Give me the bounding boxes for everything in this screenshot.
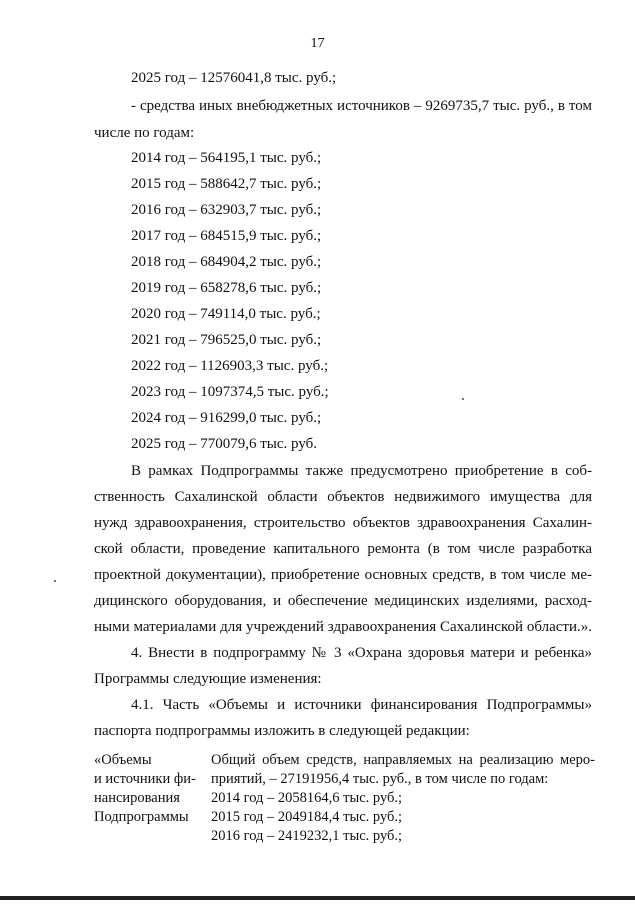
table-right-cell: 2016 год – 2419232,1 тыс. руб.; <box>211 828 403 844</box>
table-right-cell: приятий, – 27191956,4 тыс. руб., в том числе по годам: <box>211 771 549 787</box>
table-right-cell: 2014 год – 2058164,6 тыс. руб.; <box>211 790 403 806</box>
year-line: 2023 год – 1097374,5 тыс. руб.; <box>131 384 329 400</box>
paragraph-line: В рамках Подпрограммы также предусмотрено приобретение в соб- <box>131 463 592 479</box>
paragraph-line: нужд здравоохранения, строительство объектов здравоохранения Сахалин- <box>94 515 592 531</box>
paragraph-line: паспорта подпрограммы изложить в следующей редакции: <box>94 723 470 739</box>
year-line: 2017 год – 684515,9 тыс. руб.; <box>131 228 322 244</box>
extrabudgetary-sources-line: - средства иных внебюджетных источников – 9269735,7 тыс. руб., в том <box>131 98 592 114</box>
paragraph-line: ственность Сахалинской области объектов недвижимого имущества для <box>94 489 592 505</box>
paragraph-line: ными материалами для учреждений здравоохранения Сахалинской области.». <box>94 619 592 635</box>
scan-speck <box>462 398 464 400</box>
scan-speck <box>54 580 56 582</box>
paragraph-line: ской области, проведение капитального ремонта (в том числе разработка <box>94 541 592 557</box>
table-left-cell: Подпрограммы <box>94 809 189 825</box>
year-line: 2019 год – 658278,6 тыс. руб.; <box>131 280 322 296</box>
paragraph-line: дицинского оборудования, и обеспечение медицинских изделиями, расход- <box>94 593 592 609</box>
page-number: 17 <box>310 36 325 51</box>
year-line: 2014 год – 564195,1 тыс. руб.; <box>131 150 322 166</box>
year-line: 2021 год – 796525,0 тыс. руб.; <box>131 332 322 348</box>
scan-bottom-edge <box>0 896 635 900</box>
table-left-cell: и источники фи- <box>94 771 196 787</box>
paragraph-line: 4. Внести в подпрограмму № 3 «Охрана здоровья матери и ребенка» <box>131 645 592 661</box>
table-right-cell: Общий объем средств, направляемых на реализацию меро- <box>211 752 595 768</box>
by-years-label: числе по годам: <box>94 125 195 141</box>
paragraph-line: проектной документации), приобретение основных средств, в том числе ме- <box>94 567 592 583</box>
funding-line-2025: 2025 год – 12576041,8 тыс. руб.; <box>131 70 337 86</box>
table-left-cell: «Объемы <box>94 752 152 768</box>
year-line: 2024 год – 916299,0 тыс. руб.; <box>131 410 322 426</box>
year-line: 2016 год – 632903,7 тыс. руб.; <box>131 202 322 218</box>
paragraph-line: Программы следующие изменения: <box>94 671 322 687</box>
paragraph-line: 4.1. Часть «Объемы и источники финансирования Подпрограммы» <box>131 697 592 713</box>
year-line: 2025 год – 770079,6 тыс. руб. <box>131 436 318 452</box>
year-line: 2015 год – 588642,7 тыс. руб.; <box>131 176 322 192</box>
table-left-cell: нансирования <box>94 790 180 806</box>
year-line: 2022 год – 1126903,3 тыс. руб.; <box>131 358 329 374</box>
year-line: 2018 год – 684904,2 тыс. руб.; <box>131 254 322 270</box>
table-right-cell: 2015 год – 2049184,4 тыс. руб.; <box>211 809 403 825</box>
year-line: 2020 год – 749114,0 тыс. руб.; <box>131 306 321 322</box>
